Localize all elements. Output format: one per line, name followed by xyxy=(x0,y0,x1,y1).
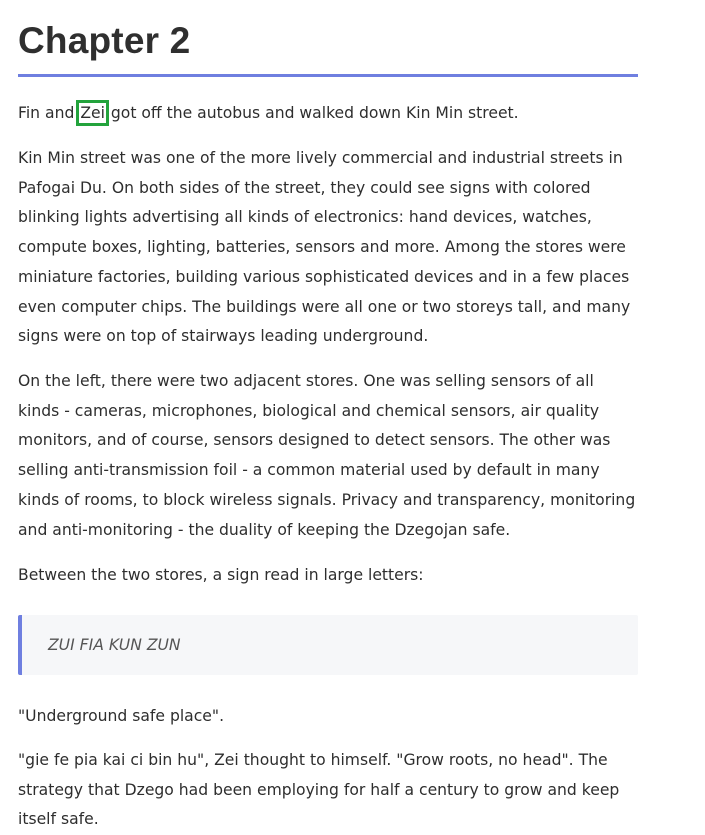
paragraph-5: "Underground safe place". xyxy=(18,707,225,725)
blockquote-text: ZUI FIA KUN ZUN xyxy=(48,636,181,654)
paragraph-1-end: got off the autobus and walked down Kin Min street. xyxy=(105,104,519,122)
paragraph-2: Kin Min street was one of the more lively commercial and industrial streets in Pafogai Du. On both sides of the street, they could see signs with colored blinking lights advertising all kinds of electronics: hand devices, watches, compute boxes, lighting, batteries, sensors and more. Among the stores were miniature factories, building various sophisticated devices and in a few places even computer chips. The buildings were all one or two storeys tall, and many signs were on top of stairways leading underground. xyxy=(18,149,631,346)
highlighted-word: Zei xyxy=(80,104,105,122)
chapter-title: Chapter 2 xyxy=(18,20,191,61)
title-divider xyxy=(18,74,638,77)
paragraph-1-start: Fin and xyxy=(18,104,80,122)
paragraph-1 xyxy=(18,99,638,129)
paragraph-3: On the left, there were two adjacent stores. One was selling sensors of all kinds - cameras, microphones, biological and chemical sensors, air quality monitors, and of course, sensors designed to detect sensors. The other was selling anti-transmission foil - a common material used by default in many kinds of rooms, to block wireless signals. Privacy and transparency, monitoring and anti-monitoring - the duality of keeping the Dzegojan safe. xyxy=(18,372,636,539)
article xyxy=(18,0,638,829)
paragraph-6: "gie fe pia kai ci bin hu", Zei thought to himself. "Grow roots, no head". The strategy that Dzego had been employing for half a century to grow and keep itself safe. xyxy=(18,751,620,829)
paragraph-4: Between the two stores, a sign read in large letters: xyxy=(18,566,424,584)
blockquote xyxy=(18,615,638,675)
